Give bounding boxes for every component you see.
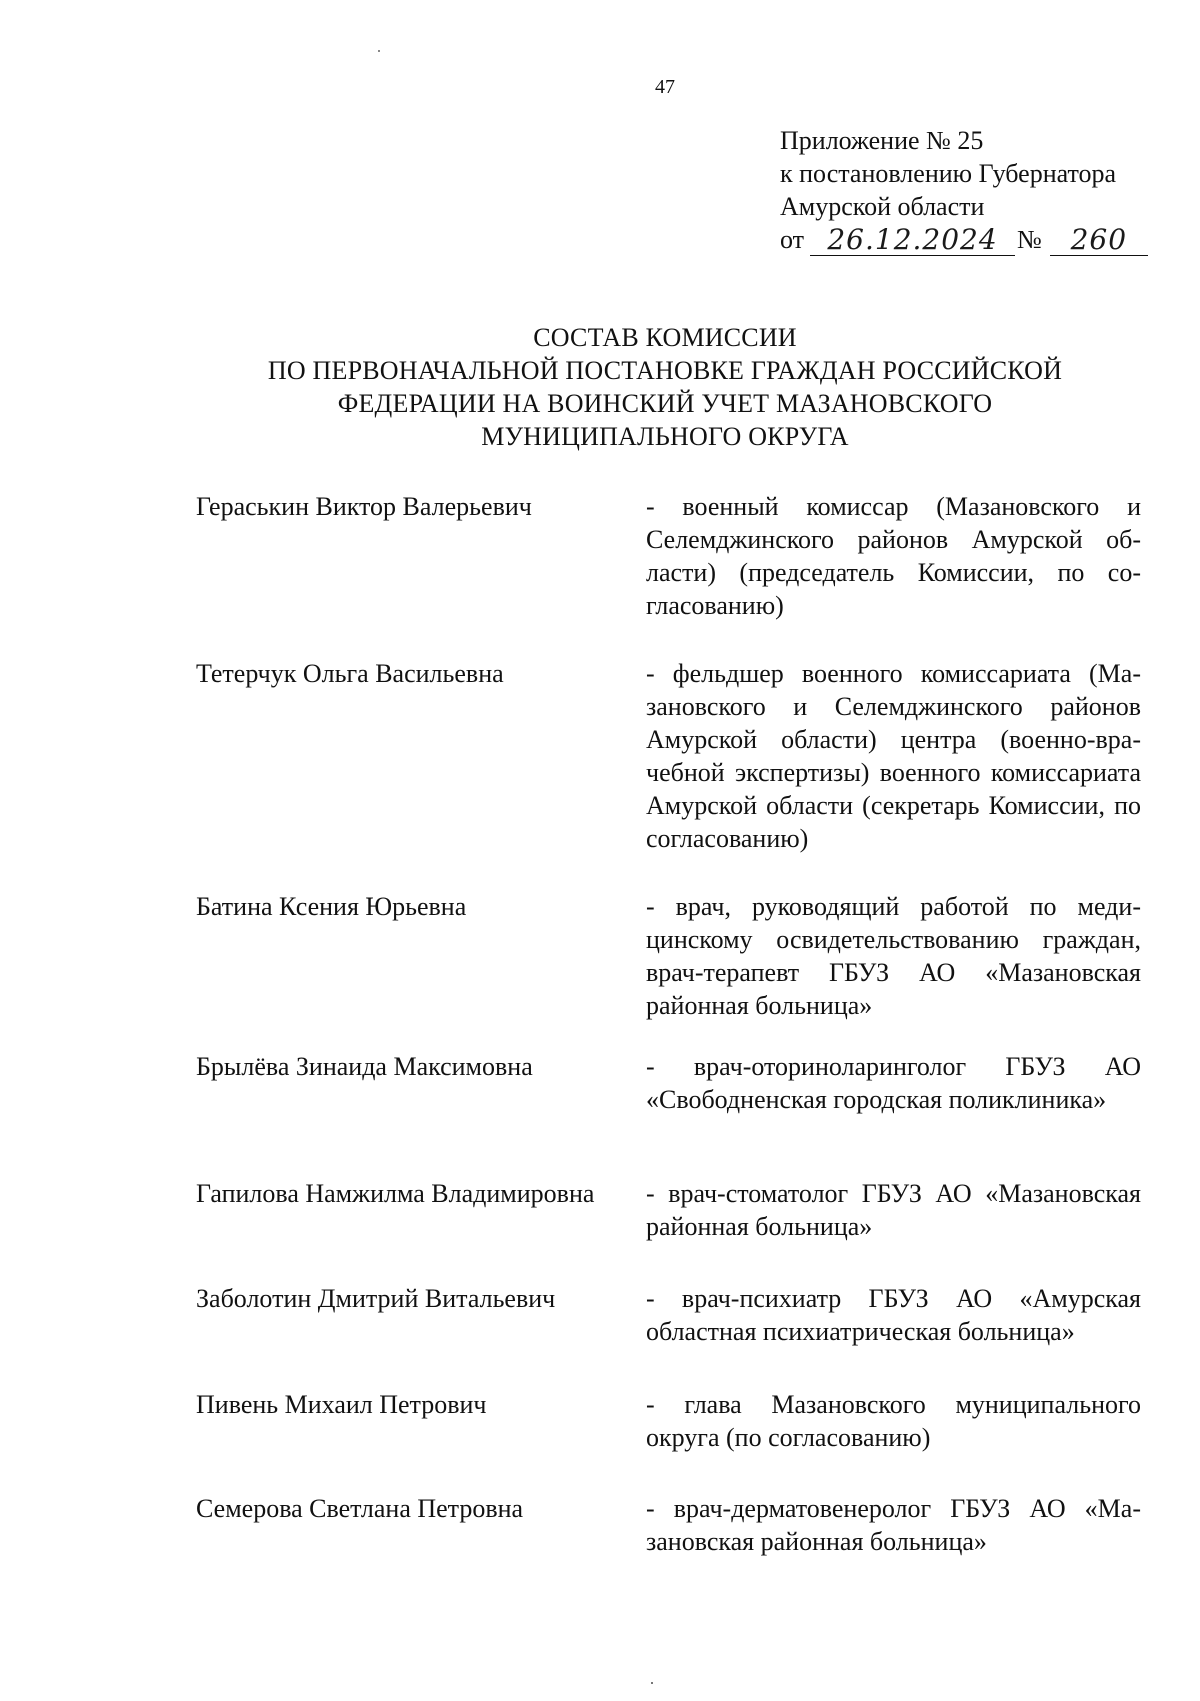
title-line-2: ПО ПЕРВОНАЧАЛЬНОЙ ПОСТАНОВКЕ ГРАЖДАН РОССИЙСКОЙ [267, 356, 1063, 385]
member-row [196, 1177, 1146, 1243]
member-row [196, 1282, 1146, 1348]
member-role: - врач-оториноларинголог ГБУЗ АО «Свободненская городская поликлиника» [646, 1052, 1141, 1114]
appendix-number: Приложение № 25 [780, 126, 984, 155]
appendix-resolution: к постановлению Губернатора [780, 159, 1117, 188]
member-row [196, 890, 1146, 1022]
title-line-1: СОСТАВ КОМИССИИ [533, 323, 797, 352]
member-name: Брылёва Зинаида Максимовна [196, 1052, 533, 1081]
member-role: - фельдшер военного комиссариата (Мазановского и Селемджинского районов Амурской области) центра (военно-врачебной экспертизы) военного комиссариата Амурской области (секретарь Комиссии, по согласованию) [646, 659, 1141, 853]
member-name: Гераськин Виктор Валерьевич [196, 492, 532, 521]
member-row [196, 1388, 1146, 1454]
member-row [196, 1492, 1146, 1558]
handwritten-date: 26.12.2024 [810, 225, 1015, 256]
member-name: Пивень Михаил Петрович [196, 1390, 487, 1419]
member-name: Тетерчук Ольга Васильевна [196, 659, 504, 688]
handwritten-number: 260 [1050, 225, 1148, 256]
member-role: - врач-психиатр ГБУЗ АО «Амурская областная психиатрическая больница» [646, 1284, 1141, 1346]
date-prefix: от [780, 225, 805, 254]
member-row [196, 490, 1146, 622]
title-line-3: ФЕДЕРАЦИИ НА ВОИНСКИЙ УЧЕТ МАЗАНОВСКОГО [337, 389, 993, 418]
member-role: - врач, руководящий работой по медицинскому освидетельствованию граждан, врач-терапевт ГБУЗ АО «Мазановская районная больница» [646, 892, 1141, 1020]
member-role: - врач-дерматовенеролог ГБУЗ АО «Мазановская районная больница» [646, 1494, 1141, 1556]
page-number: 47 [655, 76, 675, 98]
appendix-region: Амурской области [780, 192, 985, 221]
member-name: Семерова Светлана Петровна [196, 1494, 524, 1523]
appendix-block [780, 124, 1148, 256]
member-name: Гапилова Намжилма Владимировна [196, 1179, 595, 1208]
member-name: Заболотин Дмитрий Витальевич [196, 1284, 556, 1313]
document-title [200, 321, 1130, 453]
title-line-4: МУНИЦИПАЛЬНОГО ОКРУГА [481, 422, 849, 451]
member-role: - врач-стоматолог ГБУЗ АО «Мазановская районная больница» [646, 1179, 1141, 1241]
appendix-date-line [780, 223, 1148, 256]
number-sign: № [1017, 225, 1042, 254]
member-role: - глава Мазановского муниципального округа (по согласованию) [646, 1390, 1141, 1452]
scan-speck [378, 50, 380, 52]
member-role: - военный комиссар (Мазановского и Селемджинского районов Амурской области) (председатель Комиссии, по согласованию) [646, 492, 1141, 620]
member-name: Батина Ксения Юрьевна [196, 892, 467, 921]
member-row [196, 657, 1146, 855]
member-row [196, 1050, 1146, 1116]
scan-speck [651, 1682, 653, 1684]
